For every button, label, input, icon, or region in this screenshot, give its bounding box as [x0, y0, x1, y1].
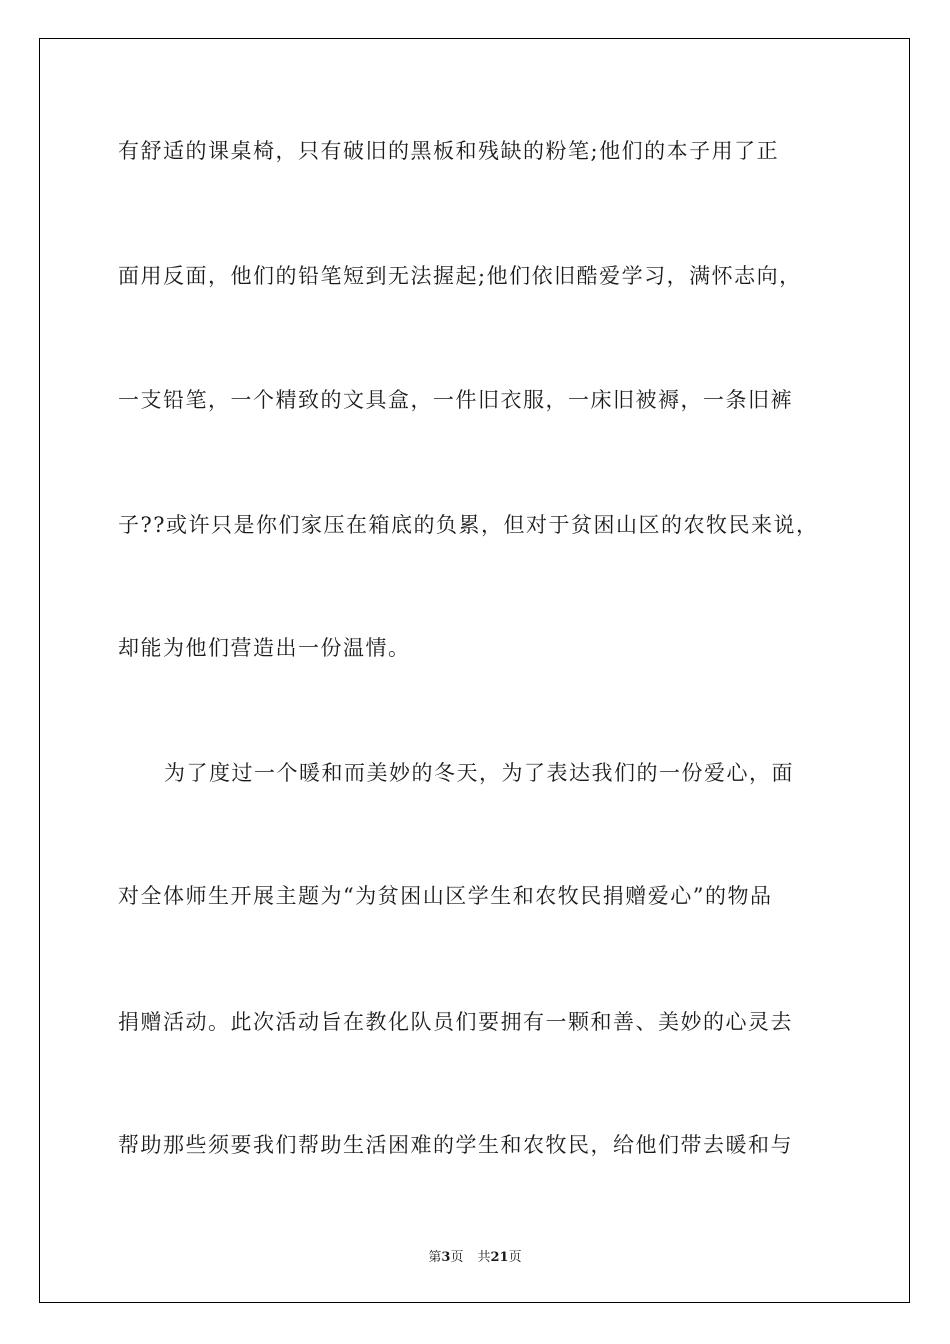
page-number: 第3页	[428, 1250, 464, 1265]
body-text-line: 对全体师生开展主题为“为贫困山区学生和农牧民捐赠爱心”的物品	[118, 884, 773, 908]
body-text-line: 有舒适的课桌椅，只有破旧的黑板和残缺的粉笔;他们的本子用了正	[118, 139, 780, 163]
body-text-line: 面用反面，他们的铅笔短到无法握起;他们依旧酷爱学习，满怀志向，	[118, 264, 802, 288]
paragraph-first-line: 为了度过一个暖和而美妙的冬天，为了表达我们的一份爱心，面	[164, 761, 794, 785]
body-text-line: 却能为他们营造出一份温情。	[118, 636, 411, 660]
body-text-line: 帮助那些须要我们帮助生活困难的学生和农牧民，给他们带去暖和与	[118, 1133, 793, 1157]
page-total: 共21页	[477, 1250, 522, 1265]
body-text-line: 子??或许只是你们家压在箱底的负累，但对于贫困山区的农牧民来说，	[118, 513, 819, 537]
page-border	[39, 38, 910, 1303]
page-footer	[0, 1250, 950, 1266]
body-text-line: 捐赠活动。此次活动旨在教化队员们要拥有一颗和善、美妙的心灵去	[118, 1010, 793, 1034]
body-text-line: 一支铅笔，一个精致的文具盒，一件旧衣服，一床旧被褥，一条旧裤	[118, 388, 793, 412]
